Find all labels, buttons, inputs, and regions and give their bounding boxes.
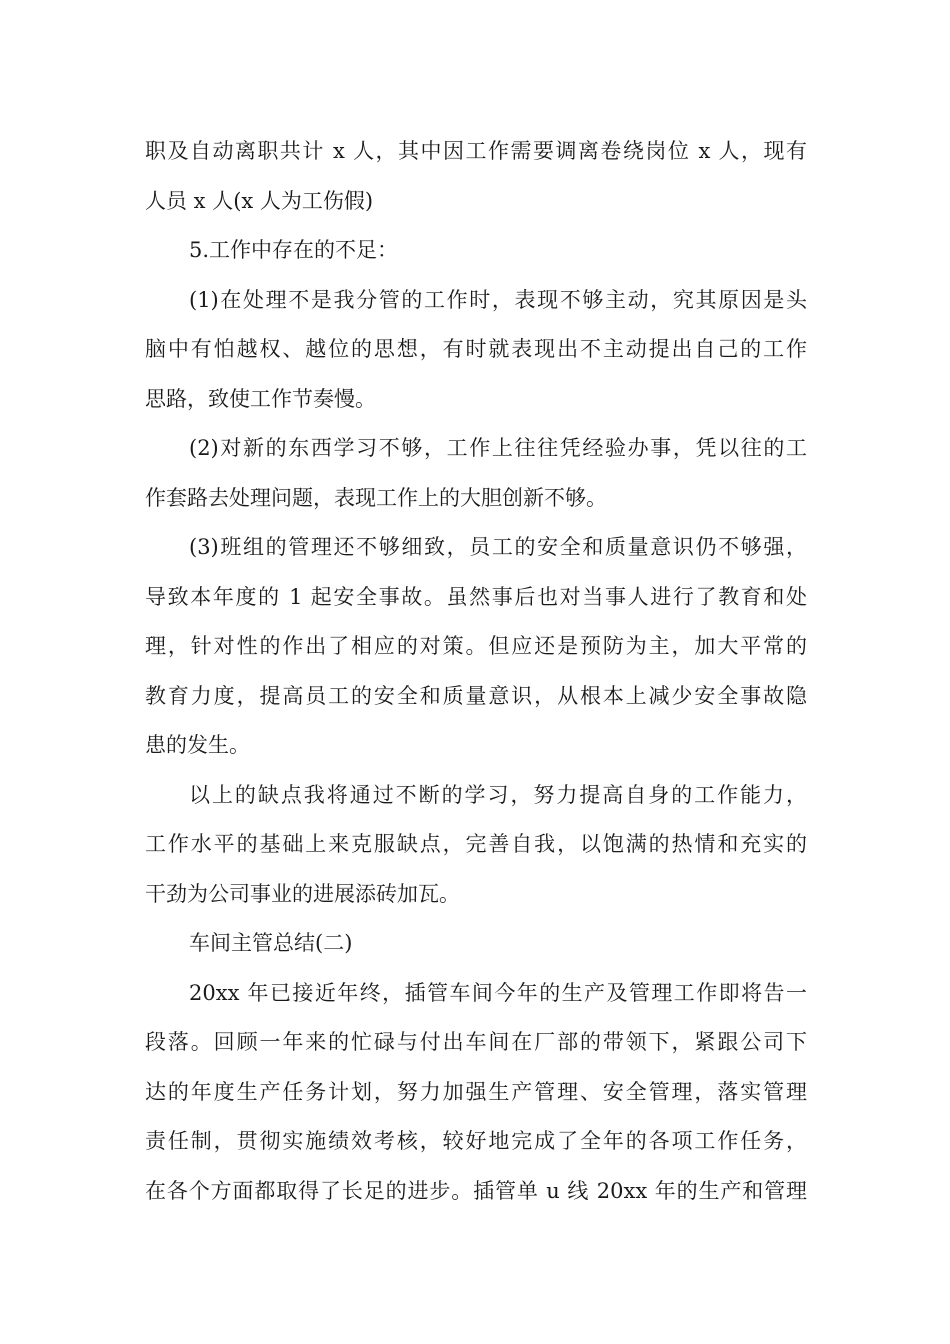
text-line: 理，针对性的作出了相应的对策。但应还是预防为主，加大平常的 — [145, 634, 807, 658]
text-line: 导致本年度的 1 起安全事故。虽然事后也对当事人进行了教育和处 — [145, 584, 807, 609]
text-line: 20xx 年已接近年终，插管车间今年的生产及管理工作即将告一 — [189, 980, 807, 1005]
text-line: 责任制，贯彻实施绩效考核，较好地完成了全年的各项工作任务， — [145, 1129, 807, 1153]
text-line: (2)对新的东西学习不够，工作上往往凭经验办事，凭以往的工 — [189, 436, 807, 460]
text-line: 教育力度，提高员工的安全和质量意识，从根本上减少安全事故隐 — [145, 683, 807, 708]
text-line: (3)班组的管理还不够细致，员工的安全和质量意识仍不够强， — [189, 535, 807, 559]
document-body — [145, 127, 807, 1216]
section-heading: 车间主管总结(二) — [189, 931, 353, 955]
section-heading: 5.工作中存在的不足： — [189, 238, 399, 262]
text-line: 以上的缺点我将通过不断的学习，努力提高自身的工作能力， — [189, 782, 807, 807]
text-line: 在各个方面都取得了长足的进步。插管单 u 线 20xx 年的生产和管理 — [145, 1178, 807, 1203]
text-line: 段落。回顾一年来的忙碌与付出车间在厂部的带领下，紧跟公司下 — [145, 1030, 807, 1054]
text-line: 干劲为公司事业的进展添砖加瓦。 — [145, 881, 460, 906]
text-line: 达的年度生产任务计划，努力加强生产管理、安全管理，落实管理 — [145, 1079, 807, 1104]
text-line: 脑中有怕越权、越位的思想，有时就表现出不主动提出自己的工作 — [145, 337, 807, 361]
text-line: 职及自动离职共计 x 人，其中因工作需要调离卷绕岗位 x 人，现有 — [145, 139, 807, 163]
text-line: 患的发生。 — [145, 733, 250, 757]
text-line: (1)在处理不是我分管的工作时，表现不够主动，究其原因是头 — [189, 287, 807, 312]
text-line: 作套路去处理问题，表现工作上的大胆创新不够。 — [145, 485, 607, 510]
text-line: 人员 x 人(x 人为工伤假) — [145, 188, 374, 213]
text-line: 工作水平的基础上来克服缺点，完善自我，以饱满的热情和充实的 — [145, 832, 807, 856]
text-line: 思路，致使工作节奏慢。 — [145, 386, 376, 411]
